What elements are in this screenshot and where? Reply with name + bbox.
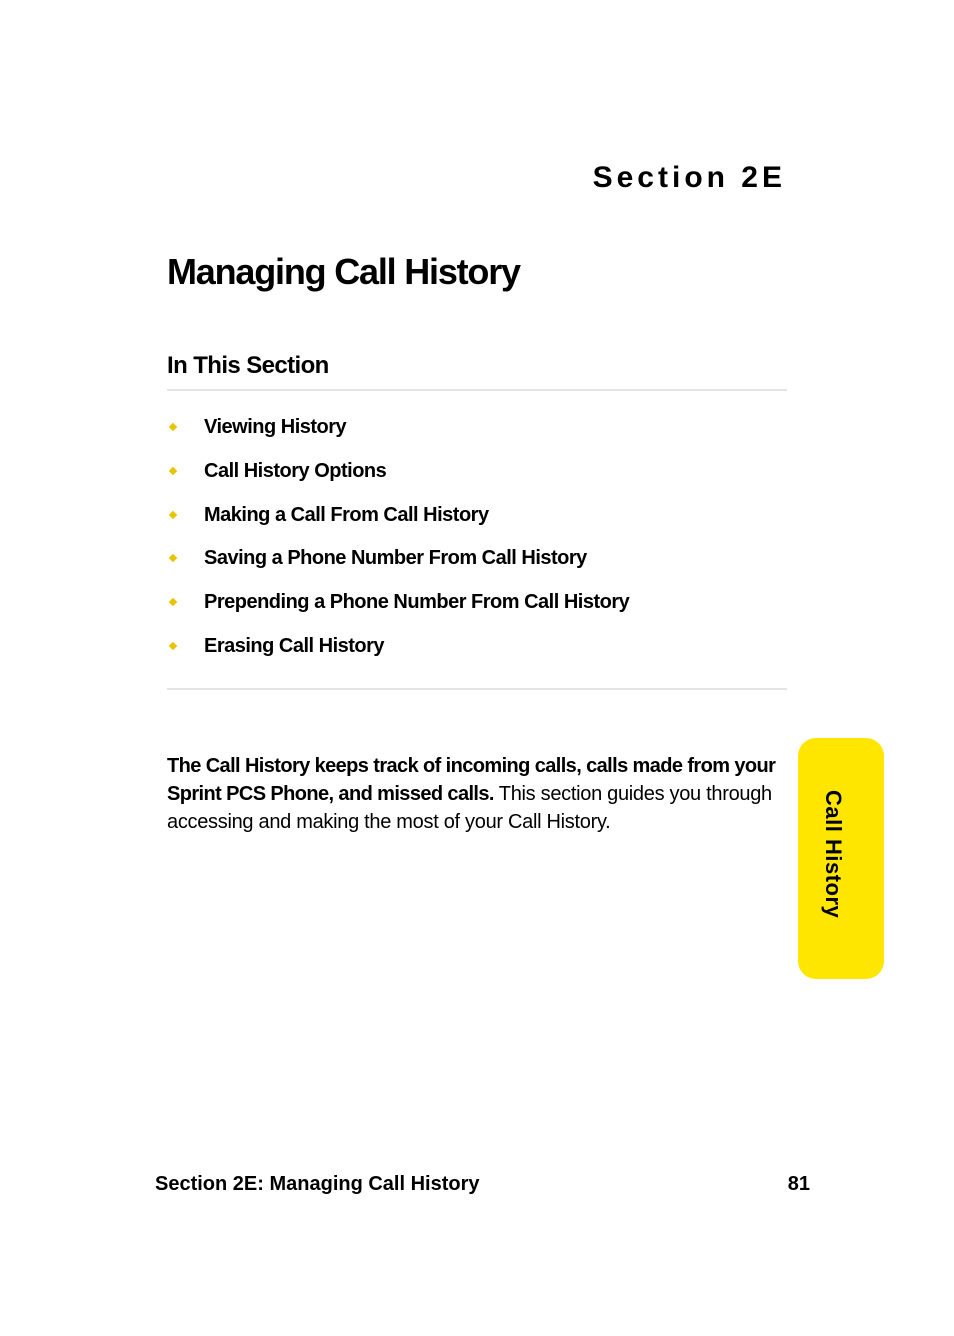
diamond-bullet-icon — [169, 598, 177, 606]
diamond-bullet-icon — [169, 554, 177, 562]
diamond-bullet-icon — [169, 510, 177, 518]
list-item-label: Erasing Call History — [204, 634, 385, 657]
bottom-divider — [167, 688, 787, 690]
list-item-label: Making a Call From Call History — [204, 503, 489, 526]
section-contents-list — [167, 409, 629, 672]
top-divider — [167, 389, 787, 391]
list-item — [167, 453, 629, 497]
list-item-label: Viewing History — [204, 416, 347, 438]
section-label: Section 2E — [592, 161, 786, 194]
list-item-label: Call History Options — [204, 459, 387, 482]
page-title: Managing Call History — [167, 251, 520, 292]
list-item-label: Saving a Phone Number From Call History — [204, 547, 587, 570]
page-number: 81 — [787, 1173, 810, 1195]
intro-lead: The Call History keeps track of incoming calls, calls made from your Sprint PCS Phone, and missed calls. — [167, 755, 776, 805]
list-item — [167, 497, 629, 541]
list-item — [167, 584, 629, 628]
diamond-bullet-icon — [169, 423, 177, 431]
in-this-section-heading: In This Section — [167, 352, 329, 379]
diamond-bullet-icon — [169, 642, 177, 650]
side-tab-label: Call History — [821, 790, 846, 919]
intro-paragraph — [167, 752, 777, 836]
intro-body: This section guides you through accessing and making the most of your Call History. — [167, 783, 772, 833]
list-item — [167, 409, 629, 453]
list-item-label: Prepending a Phone Number From Call History — [204, 591, 630, 614]
list-item — [167, 628, 629, 672]
list-item — [167, 540, 629, 584]
diamond-bullet-icon — [169, 467, 177, 475]
side-tab — [798, 738, 884, 979]
footer-title: Section 2E: Managing Call History — [155, 1173, 480, 1195]
